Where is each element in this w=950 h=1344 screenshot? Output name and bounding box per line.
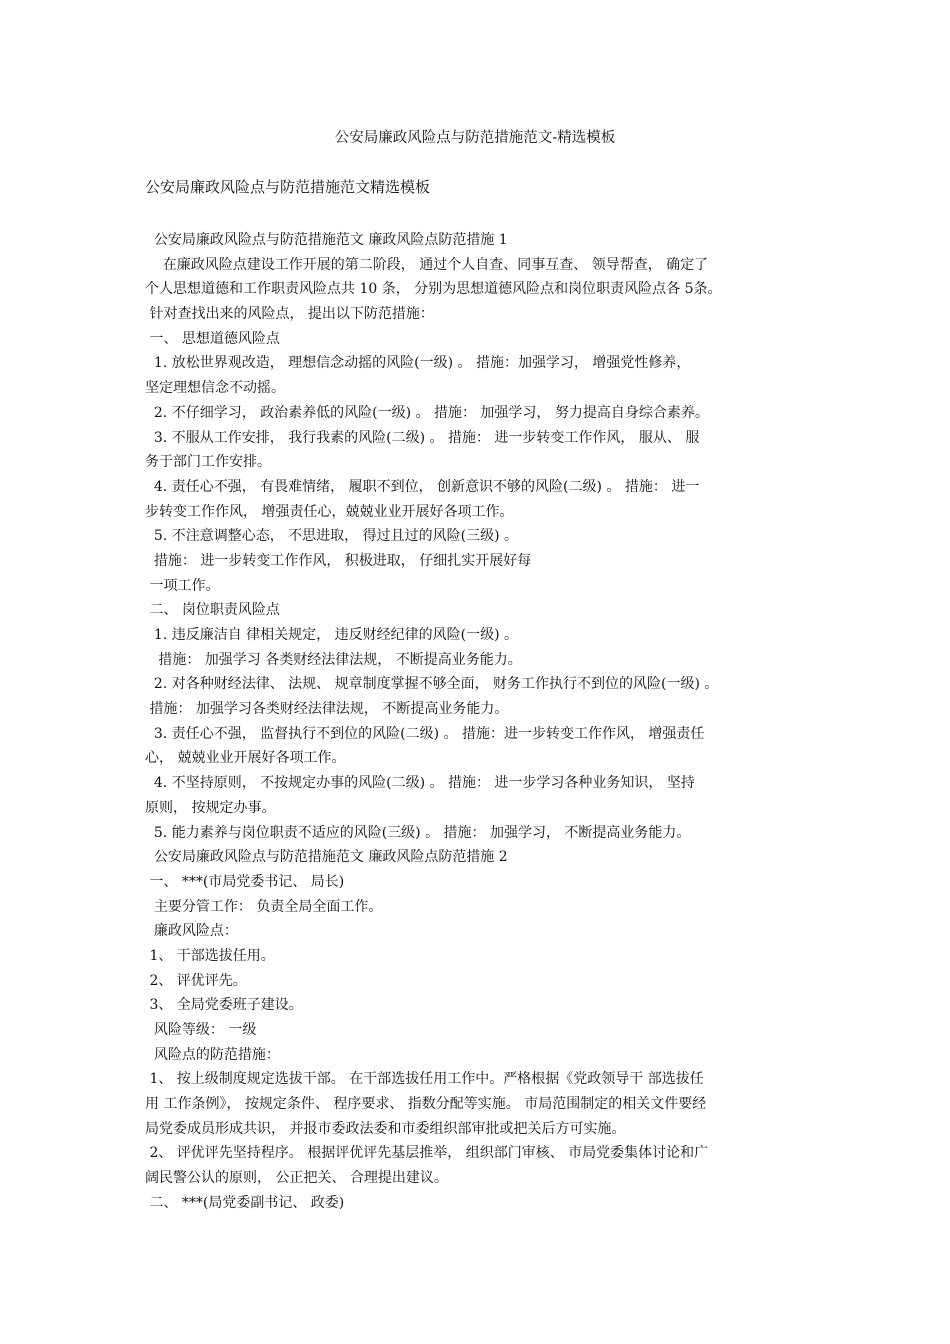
text-line: 1. 放松世界观改造， 理想信念动摇的风险(一级) 。 措施：加强学习， 增强党性修养， xyxy=(145,355,691,372)
text-line: 1. 违反廉洁自 律相关规定， 违反财经纪律的风险(一级) 。 xyxy=(145,627,518,643)
text-line: 一项工作。 xyxy=(145,577,220,594)
text-line: 措施： 加强学习 各类财经法律法规， 不断提高业务能力。 xyxy=(145,651,522,668)
text-line: 心， 兢兢业业开展好各项工作。 xyxy=(145,750,346,767)
text-line: 一、 ***(市局党委书记、 局长) xyxy=(145,873,345,890)
text-line: 原则， 按规定办事。 xyxy=(145,799,276,816)
text-line: 务于部门工作安排。 xyxy=(145,454,271,471)
text-line: 步转变工作作风， 增强责任心，兢兢业业开展好各项工作。 xyxy=(145,503,514,520)
text-line: 公安局廉政风险点与防范措施范文 廉政风险点防范措施 1 xyxy=(145,232,508,248)
text-line: 2. 对各种财经法律、 法规、 规章制度掌握不够全面， 财务工作执行不到位的风险(一级) 。 xyxy=(145,676,719,693)
text-line: 措施： 加强学习各类财经法律法规， 不断提高业务能力。 xyxy=(145,701,509,718)
text-line: 主要分管工作： 负责全局全面工作。 xyxy=(145,898,383,915)
text-line: 2. 不仔细学习， 政治素养低的风险(一级) 。 措施： 加强学习， 努力提高自身综合素养。 xyxy=(145,404,709,421)
text-line: 3、 全局党委班子建设。 xyxy=(145,997,303,1014)
text-line: 3. 不服从工作安排， 我行我素的风险(二级) 。 措施： 进一步转变工作作风， 服从、 服 xyxy=(145,429,700,446)
text-line: 二、 ***(局党委副书记、 政委) xyxy=(145,1194,345,1211)
text-line: 阔民警公认的原则， 公正把关、 合理提出建议。 xyxy=(145,1170,448,1187)
text-line: 公安局廉政风险点与防范措施范文 廉政风险点防范措施 2 xyxy=(145,849,508,866)
text-line: 一、 思想道德风险点 xyxy=(145,330,280,347)
document-title: 公安局廉政风险点与防范措施范文-精选模板 xyxy=(334,130,616,146)
text-line: 坚定理想信念不动摇。 xyxy=(145,380,285,397)
text-line: 风险等级： 一级 xyxy=(145,1022,257,1038)
document-subtitle: 公安局廉政风险点与防范措施范文精选模板 xyxy=(145,178,431,196)
text-line: 廉政风险点： xyxy=(145,923,238,940)
text-line: 4. 不坚持原则， 不按规定办事的风险(二级) 。 措施： 进一步学习各种业务知识， 坚持 xyxy=(145,775,695,792)
text-line: 2、 评优评先。 xyxy=(145,972,247,989)
text-line: 措施： 进一步转变工作作风， 积极进取， 仔细扎实开展好每 xyxy=(145,552,532,569)
text-line: 个人思想道德和工作职责风险点共 10 条， 分别为思想道德风险点和岗位职责风险点各 5条。 xyxy=(145,281,722,298)
text-line: 二、 岗位职责风险点 xyxy=(145,602,280,619)
text-line: 1、 干部选拔任用。 xyxy=(145,947,275,964)
text-line: 风险点的防范措施： xyxy=(145,1046,280,1063)
text-line: 局党委成员形成共识， 并报市委政法委和市委组织部审批或把关后方可实施。 xyxy=(145,1120,626,1137)
text-line: 针对查找出来的风险点， 提出以下防范措施： xyxy=(145,306,434,323)
text-line: 用 工作条例》， 按规定条件、 程序要求、 指数分配等实施。 市局范围制定的相关文件要经 xyxy=(145,1096,707,1113)
text-line: 5. 不注意调整心态， 不思进取， 得过且过的风险(三级) 。 xyxy=(145,528,518,545)
text-line: 4. 责任心不强， 有畏难情绪， 履职不到位， 创新意识不够的风险(二级) 。 措施： 进一 xyxy=(145,478,700,495)
text-line: 2、 评优评先坚持程序。 根据评优评先基层推举， 组织部门审核、 市局党委集体讨论和广 xyxy=(145,1145,709,1162)
text-line: 5. 能力素养与岗位职责不适应的风险(三级) 。 措施： 加强学习， 不断提高业务能力。 xyxy=(145,824,691,841)
text-line: 1、 按上级制度规定选拔干部。 在干部选拔任用工作中。严格根据《党政领导干 部选拔任 xyxy=(145,1071,704,1088)
document-body xyxy=(145,228,810,1216)
text-line: 3. 责任心不强， 监督执行不到位的风险(二级) 。 措施：进一步转变工作作风， 增强责任 xyxy=(145,725,705,742)
text-line: 在廉政风险点建设工作开展的第二阶段， 通过个人自查、同事互查、 领导帮查， 确定了 xyxy=(145,256,709,273)
